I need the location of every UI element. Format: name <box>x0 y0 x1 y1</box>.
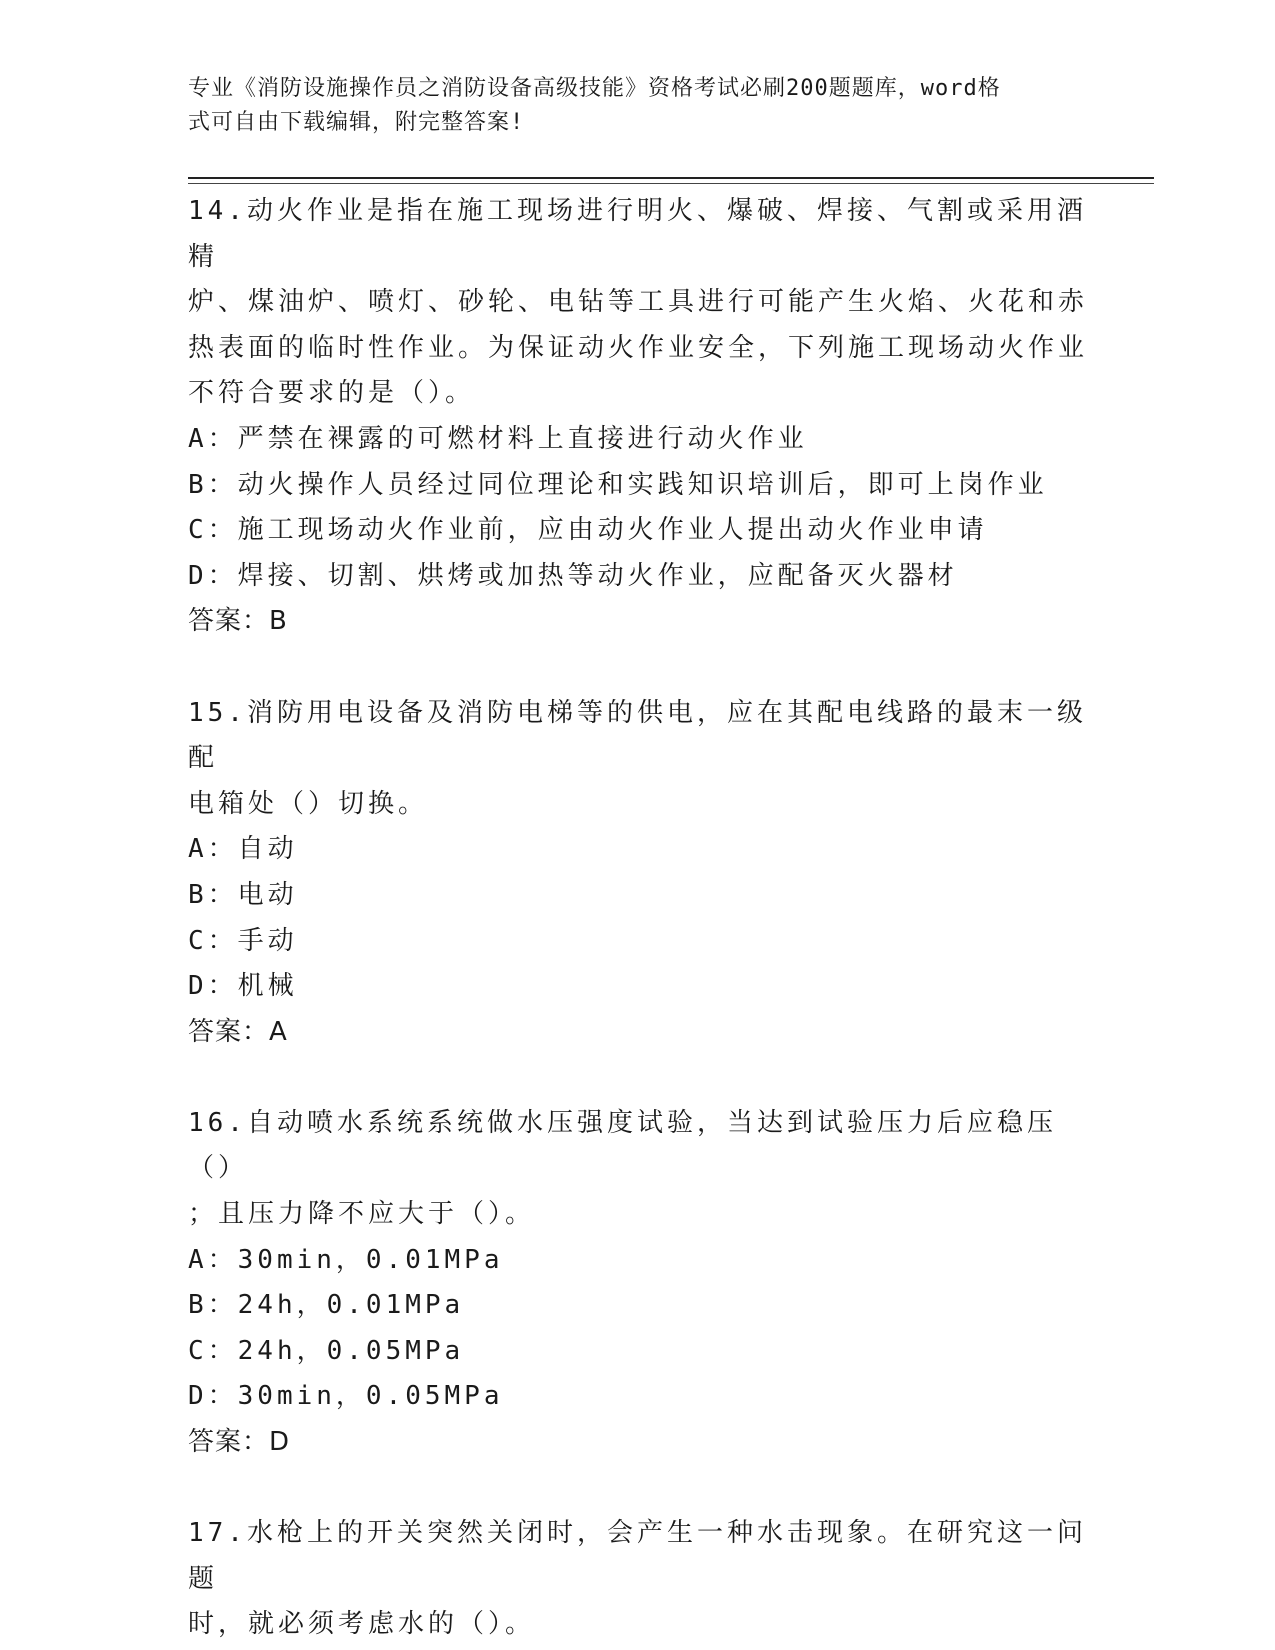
question-14 <box>188 189 1088 645</box>
option-c: C：手动 <box>188 925 298 956</box>
option-d: D：30min，0.05MPa <box>188 1381 504 1412</box>
question-stem-line: 16.自动喷水系统系统做水压强度试验，当达到试验压力后应稳压（） <box>188 1107 1057 1184</box>
question-stem-line: 不符合要求的是（）。 <box>188 378 476 409</box>
option-c: C：施工现场动火作业前，应由动火作业人提出动火作业申请 <box>188 515 988 546</box>
question-list <box>188 189 1088 1648</box>
option-b: B：动火操作人员经过同位理论和实践知识培训后，即可上岗作业 <box>188 469 1048 500</box>
option-a: A：严禁在裸露的可燃材料上直接进行动火作业 <box>188 423 808 454</box>
header-line-2: 式可自由下载编辑，附完整答案! <box>188 110 525 135</box>
option-d: D：机械 <box>188 971 298 1002</box>
question-17 <box>188 1511 1088 1648</box>
header-divider-thin <box>188 183 1154 184</box>
document-header <box>188 72 1068 140</box>
question-stem-line: 电箱处（）切换。 <box>188 788 429 819</box>
answer-line: 答案：B <box>188 606 288 637</box>
option-a: A：自动 <box>188 834 298 865</box>
question-15 <box>188 691 1088 1056</box>
option-b: B：电动 <box>188 879 298 910</box>
question-spacer <box>188 1055 1088 1101</box>
option-a: A：30min，0.01MPa <box>188 1244 504 1275</box>
question-stem-line: 时，就必须考虑水的（）。 <box>188 1609 536 1640</box>
question-spacer <box>188 645 1088 691</box>
question-spacer <box>188 1466 1088 1512</box>
option-b: B：24h，0.01MPa <box>188 1290 465 1321</box>
answer-line: 答案：A <box>188 1016 288 1047</box>
option-c: C：24h，0.05MPa <box>188 1335 465 1366</box>
header-line-1: 专业《消防设施操作员之消防设备高级技能》资格考试必刷200题题库，word格 <box>188 76 1001 101</box>
question-stem-line: 炉、煤油炉、喷灯、砂轮、电钻等工具进行可能产生火焰、火花和赤 <box>188 287 1089 318</box>
question-stem-line: 14.动火作业是指在施工现场进行明火、爆破、焊接、气割或采用酒精 <box>188 196 1087 272</box>
question-stem-line: 17.水枪上的开关突然关闭时，会产生一种水击现象。在研究这一问题 <box>188 1518 1087 1594</box>
option-d: D：焊接、切割、烘烤或加热等动火作业，应配备灭火器材 <box>188 560 958 591</box>
question-stem-line: 15.消防用电设备及消防电梯等的供电，应在其配电线路的最末一级配 <box>188 697 1087 774</box>
header-divider-thick <box>188 177 1154 179</box>
answer-line: 答案：D <box>188 1427 291 1458</box>
question-16 <box>188 1101 1088 1466</box>
question-stem-line: 热表面的临时性作业。为保证动火作业安全，下列施工现场动火作业 <box>188 332 1089 363</box>
question-stem-line: ；且压力降不应大于（）。 <box>188 1199 536 1230</box>
